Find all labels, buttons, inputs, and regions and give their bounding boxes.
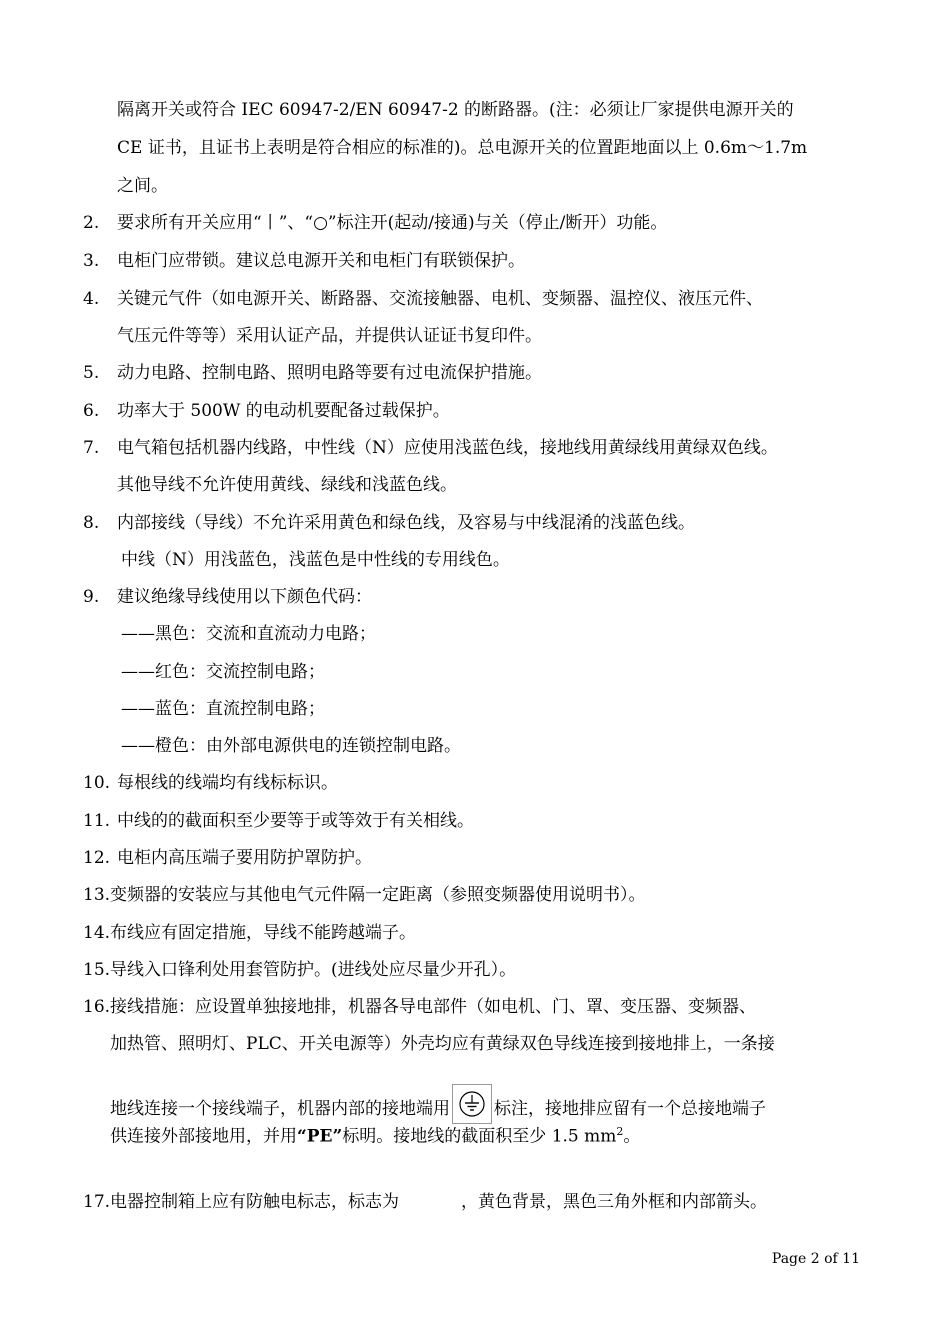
item-text: 功率大于 500W 的电动机要配备过载保护。 — [117, 401, 450, 421]
item-text: 电柜门应带锁。建议总电源开关和电柜门有联锁保护。 — [117, 251, 525, 271]
item-text: 电气箱包括机器内线路，中性线（N）应使用浅蓝色线，接地线用黄绿线用黄绿双色线。 — [117, 438, 778, 458]
color-code-line: ——红色：交流控制电路； — [121, 662, 325, 682]
item-text: 布线应有固定措施，导线不能跨越端子。 — [110, 923, 416, 943]
item-number: 11. — [83, 811, 111, 831]
color-code-line: ——橙色：由外部电源供电的连锁控制电路。 — [121, 736, 461, 756]
item-text-segment: 标注，接地排应留有一个总接地端子 — [494, 1099, 766, 1119]
item-number: 8. — [83, 513, 100, 533]
item-text-continued: 中线（N）用浅蓝色，浅蓝色是中性线的专用线色。 — [121, 550, 510, 570]
item-text-continued: 气压元件等等）采用认证产品，并提供认证证书复印件。 — [117, 326, 542, 346]
item-text-segment: 标明。接地线的截面积至少 1.5 mm — [342, 1126, 617, 1147]
item-number: 12. — [83, 848, 111, 868]
item-number: 5. — [83, 363, 100, 383]
item-text-continued — [110, 1084, 766, 1124]
intro-line-3: 之间。 — [117, 176, 168, 196]
item-text: 导线入口锋利处用套管防护。(进线处应尽量少开孔）。 — [110, 960, 517, 980]
item-text: 每根线的线端均有线标标识。 — [117, 773, 338, 793]
item-text-segment: 电器控制箱上应有防触电标志，标志为 — [110, 1192, 399, 1212]
item-text-segment: 地线连接一个接线端子，机器内部的接地端用 — [110, 1099, 450, 1119]
page-footer: Page 2 of 11 — [771, 1251, 860, 1267]
intro-line-2: CE 证书，且证书上表明是符合相应的标准的)。总电源开关的位置距地面以上 0.6m～1.7m — [117, 138, 808, 158]
intro-line-1: 隔离开关或符合 IEC 60947-2/EN 60947-2 的断路器。(注：必须让厂家提供电源开关的 — [117, 100, 794, 120]
protective-earth-icon — [452, 1084, 492, 1124]
item-number: 4. — [83, 289, 100, 309]
item-number: 16. — [83, 997, 111, 1017]
item-text: 关键元气件（如电源开关、断路器、交流接触器、电机、变频器、温控仪、液压元件、 — [117, 289, 763, 309]
color-code-line: ——蓝色：直流控制电路； — [121, 699, 325, 719]
superscript-2: 2 — [616, 1125, 624, 1138]
item-number: 14. — [83, 923, 111, 943]
pe-label: “PE” — [297, 1126, 343, 1147]
item-number: 17. — [83, 1192, 111, 1212]
item-text-continued — [110, 1121, 640, 1148]
item-text-continued: 加热管、照明灯、PLC、开关电源等）外壳均应有黄绿双色导线连接到接地排上，一条接 — [110, 1034, 775, 1054]
item-text: 动力电路、控制电路、照明电路等要有过电流保护措施。 — [117, 363, 542, 383]
item-text: 接线措施：应设置单独接地排，机器各导电部件（如电机、门、罩、变压器、变频器、 — [110, 997, 756, 1017]
item-number: 15. — [83, 960, 111, 980]
item-number: 9. — [83, 587, 100, 607]
item-text — [110, 1191, 767, 1213]
item-text: 变频器的安装应与其他电气元件隔一定距离（参照变频器使用说明书）。 — [110, 885, 646, 905]
item-text-segment: ，黄色背景，黑色三角外框和内部箭头。 — [461, 1192, 767, 1212]
item-text-segment: 供连接外部接地用，并用 — [110, 1126, 297, 1147]
item-text: 内部接线（导线）不允许采用黄色和绿色线，及容易与中线混淆的浅蓝色线。 — [117, 513, 695, 533]
item-number: 7. — [83, 438, 100, 458]
item-number: 6. — [83, 401, 100, 421]
item-number: 2. — [83, 213, 100, 233]
item-number: 13. — [83, 885, 111, 905]
item-text-continued: 其他导线不允许使用黄线、绿线和浅蓝色线。 — [117, 475, 457, 495]
color-code-line: ——黑色：交流和直流动力电路； — [121, 624, 376, 644]
item-text: 中线的的截面积至少要等于或等效于有关相线。 — [117, 811, 474, 831]
item-text: 建议绝缘导线使用以下颜色代码： — [117, 587, 372, 607]
item-text-segment: 。 — [623, 1126, 641, 1147]
item-number: 3. — [83, 251, 100, 271]
item-text: 电柜内高压端子要用防护罩防护。 — [117, 848, 372, 868]
item-number: 10. — [83, 773, 111, 793]
item-text: 要求所有开关应用“丨”、“○”标注开(起动/接通)与关（停止/断开）功能。 — [117, 213, 668, 233]
